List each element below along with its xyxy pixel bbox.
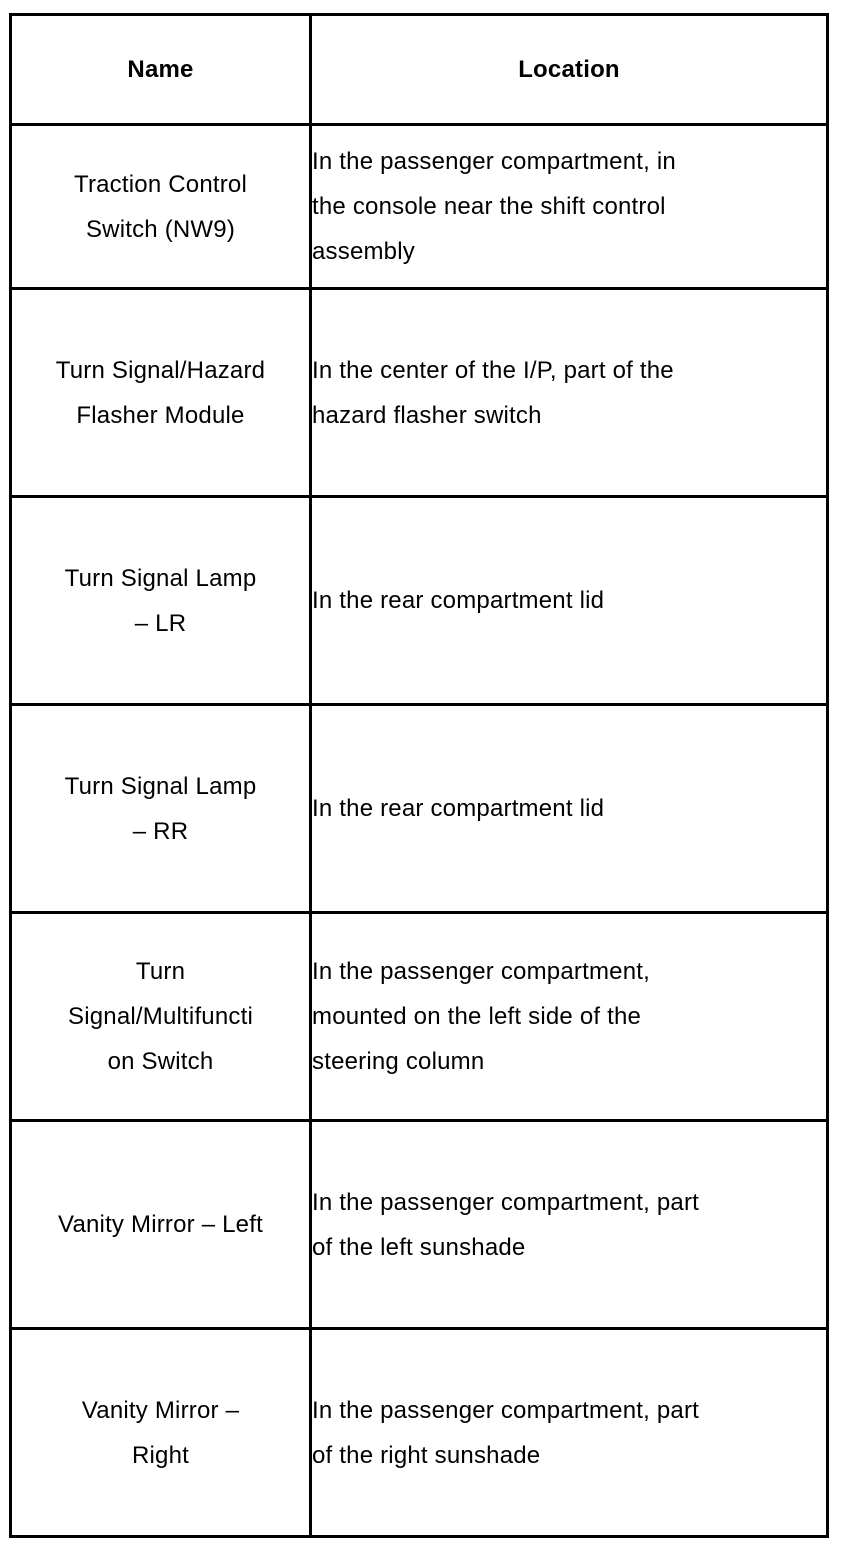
location-column-header: Location [311,15,828,125]
table-row [11,1329,828,1537]
component-name-line: Turn Signal Lamp [64,564,257,592]
component-name-line: Right [131,1441,190,1469]
component-location-line: hazard flasher switch [312,401,542,429]
component-name-cell [11,913,311,1121]
component-location-cell [311,497,828,705]
component-location-cell [311,913,828,1121]
component-name-cell [11,497,311,705]
table-row [11,1121,828,1329]
component-name-line: on Switch [107,1048,214,1075]
component-location-line: of the left sunshade [312,1233,526,1261]
component-location-line: steering column [312,1048,485,1075]
table-row [11,125,828,289]
table-header-row [11,15,828,125]
name-column-header: Name [11,15,311,125]
component-location-cell [311,289,828,497]
component-location-line: mounted on the left side of the [312,1003,642,1030]
component-location-line: the console near the shift control [312,193,666,220]
component-location-cell [311,705,828,913]
component-name-cell [11,125,311,289]
component-location-line: assembly [312,238,415,265]
component-name-cell [11,1121,311,1329]
component-name-line: Vanity Mirror – Left [58,1211,263,1238]
component-location-line: In the passenger compartment, part [312,1396,700,1424]
component-name-line: Traction Control [73,170,248,198]
component-name-line: Vanity Mirror – [81,1396,240,1424]
component-location-cell [311,1121,828,1329]
component-name-cell [11,1329,311,1537]
table-body [11,125,828,1537]
component-location-cell [311,1329,828,1537]
component-location-line: of the right sunshade [312,1441,541,1469]
component-location-line: In the passenger compartment, part [312,1188,700,1216]
component-name-line: Turn [135,958,186,985]
component-name-cell [11,289,311,497]
component-location-line: In the passenger compartment, in [312,148,676,175]
component-name-line: Turn Signal/Hazard [55,356,266,384]
table-row [11,705,828,913]
component-location-line: In the rear compartment lid [312,587,605,614]
component-name-line: Flasher Module [76,401,245,429]
table-row [11,289,828,497]
component-location-line: In the passenger compartment, [312,958,650,985]
component-name-line: Turn Signal Lamp [64,772,257,800]
component-location-cell [311,125,828,289]
table-row [11,497,828,705]
component-name-line: – LR [134,609,187,637]
component-name-line: – RR [132,817,189,845]
component-location-line: In the center of the I/P, part of the [312,356,674,384]
component-location-line: In the rear compartment lid [312,795,605,822]
component-name-line: Switch (NW9) [85,215,236,243]
component-name-line: Signal/Multifuncti [67,1003,254,1030]
component-location-table [9,13,829,1538]
table-row [11,913,828,1121]
component-name-cell [11,705,311,913]
